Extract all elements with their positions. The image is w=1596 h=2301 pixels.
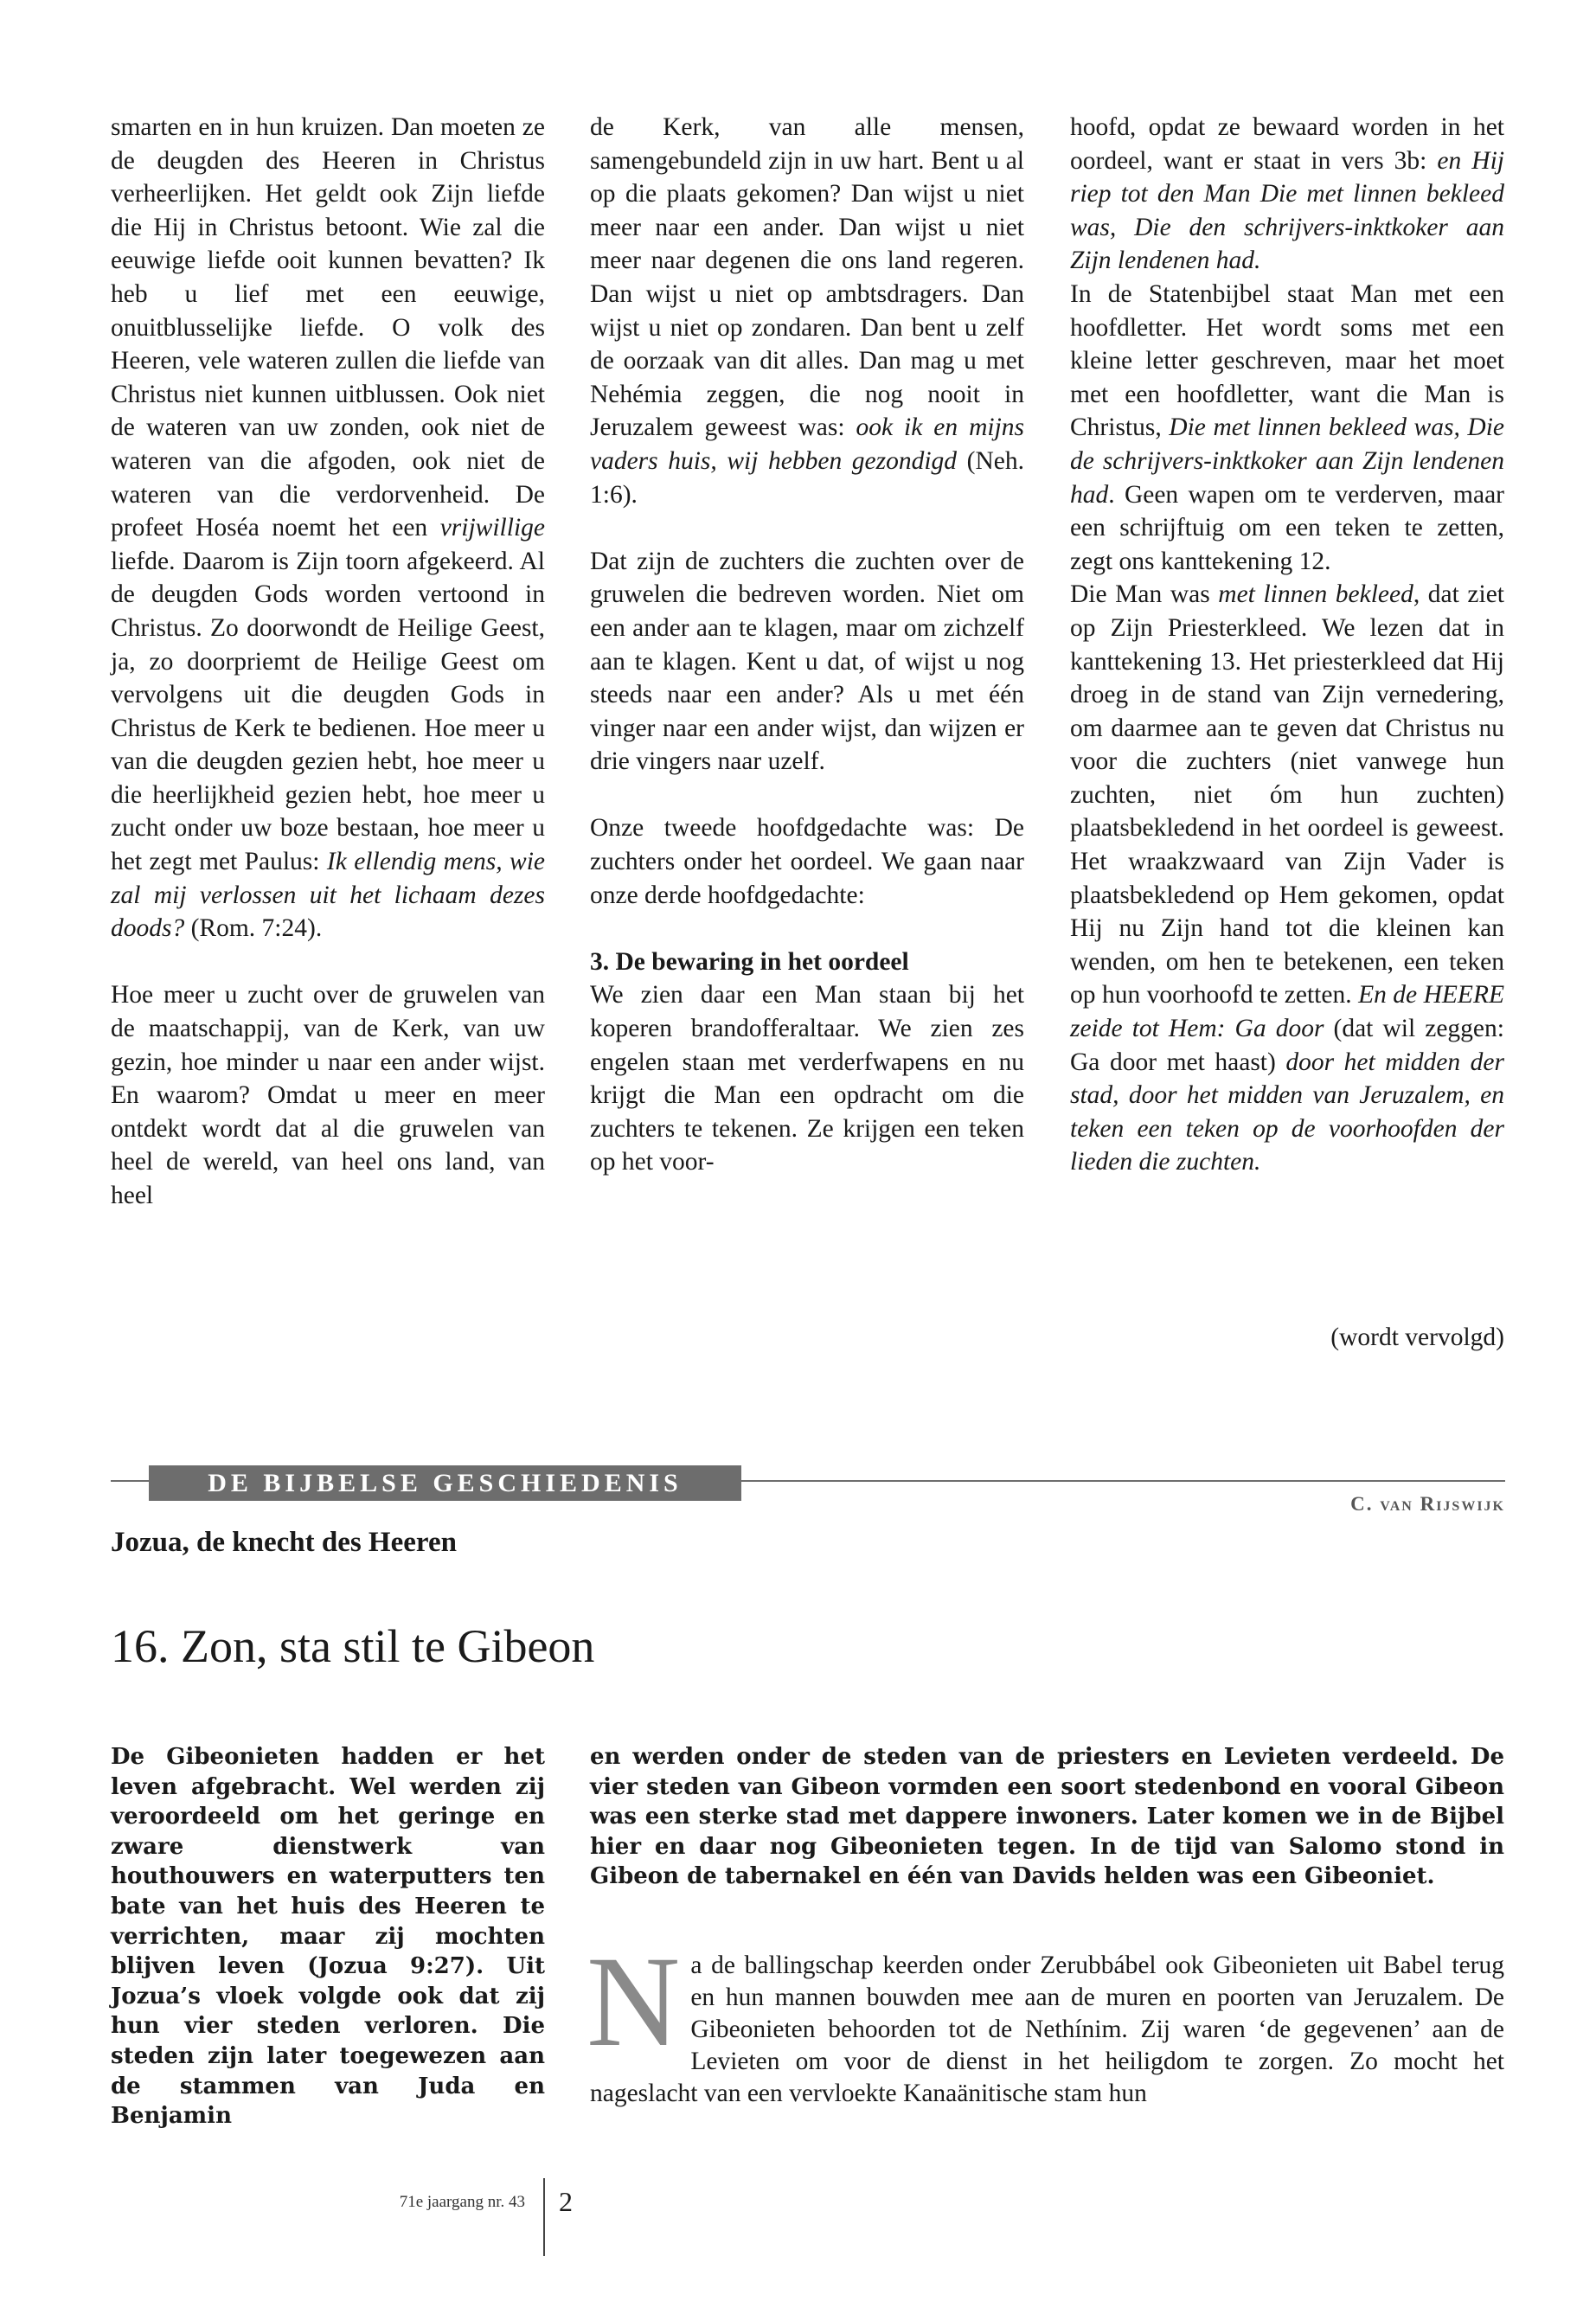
page-number: 2 [559, 2186, 573, 2217]
text-run: (Rom. 7:24). [184, 914, 323, 943]
continued-note: (wordt vervolgd) [1330, 1324, 1504, 1351]
text-run: de Kerk, van alle mensen, samengebundeld zijn in uw hart. Bent u al op die plaats gekomen? Dan wijst u niet meer naar een ander. Dan wijst u niet meer naar degenen die ons land regeren. Dan wijst u niet op ambtsdragers. Dan wijst u niet op zondaren. Dan bent u zelf de oorzaak van dit alles. Dan mag u met Nehémia zeggen, die nog nooit in Jeruzalem geweest was: [590, 113, 1024, 442]
paragraph-gap [111, 945, 545, 979]
italic-quote: ook ik en mijns vaders huis, wij hebben gezondigd [590, 413, 1024, 475]
paragraph-gap [590, 779, 1024, 812]
column-1 [111, 111, 545, 1213]
text-run: Onze tweede hoofdgedachte was: De zuchters onder het oordeel. We gaan naar onze derde hoofdgedachte: [590, 814, 1024, 909]
section-banner: DE BIJBELSE GESCHIEDENIS [149, 1465, 741, 1501]
lead-paragraph-left: De Gibeonieten hadden er het leven afgebracht. Wel werden zij veroordeeld om het geringe en zware dienstwerk van houthouwers en waterputters ten bate van het huis des Heeren te verrichten, maar zij mochten blijven leven (Jozua 9:27). Uit Jozua’s vloek volgde ook dat zij hun vier steden verloren. Die steden zijn later toegewezen aan de stammen van Juda en Benjamin [111, 1744, 545, 2130]
author-name: C. van Rijswijk [1350, 1493, 1505, 1515]
body-paragraph [586, 1930, 1504, 2110]
text-run: , dat ziet op Zijn Priesterkleed. We lezen dat in kanttekening 13. Het priesterkleed dat Hij droeg in de stand van Zijn vernedering, om daarmee aan te geven dat Christus nu voor die zuchters (niet vanwege hun zuchten, niet óm hun zuchten) plaatsbekledend in het oordeel is geweest. Het wraakzwaard van Zijn Vader is plaatsbekledend op Hem gekomen, opdat Hij nu Zijn hand tot die kleinen kan wenden, om hen te betekenen, een teken op hun voorhoofd te zetten. [1070, 580, 1504, 1009]
italic-quote: vrijwillige [439, 514, 545, 542]
column-2 [590, 111, 1024, 1179]
text-run: (Neh. 1:6). [590, 446, 1024, 509]
paragraph [590, 978, 1024, 1179]
paragraph [1070, 111, 1504, 278]
section-heading: 3. De bewaring in het oordeel [590, 947, 909, 976]
series-title: Jozua, de knecht des Heeren [111, 1527, 457, 1558]
text-run: liefde. Daarom is Zijn toorn afgekeerd. Al de deugden Gods worden vertoond in Christus. Zo doorwondt de Heilige Geest, ja, zo doorpriemt de Heilige Geest om vervolgens uit die deugden Gods in Christus de Kerk te bedienen. Hoe meer u van die deugden gezien hebt, hoe meer u die heerlijkheid gezien hebt, hoe meer u zucht onder uw boze bestaan, hoe meer u het zegt met Paulus: [111, 547, 545, 876]
text-run: We zien daar een Man staan bij het koperen brandofferaltaar. We zien zes engelen staan met verderfwapens en nu krijgt die Man een opdracht om die zuchters te tekenen. Ze krijgen een teken op het voor- [590, 981, 1024, 1176]
paragraph [111, 978, 545, 1212]
paragraph-gap [590, 511, 1024, 545]
paragraph [1070, 578, 1504, 1179]
lead-paragraph-right: en werden onder de steden van de priesters en Levieten verdeeld. De vier steden van Gibeon vormden een soort stedenbond en vooral Gibeon was een sterke stad met dappere inwoners. Later komen we in de Bijbel hier en daar nog Gibeonieten tegen. In de tijd van Salomo stond in Gibeon de tabernakel en één van Davids helden was een Gibeoniet. [590, 1744, 1504, 1890]
text-run: hoofd, opdat ze bewaard worden in het oordeel, want er staat in vers 3b: [1070, 113, 1504, 175]
text-run: (dat wil zeggen: Ga door met haast) [1070, 1015, 1504, 1076]
paragraph [1070, 278, 1504, 578]
text-run: Hoe meer u zucht over de gruwelen van de maatschappij, van de Kerk, van uw gezin, hoe minder u naar een ander wijst. En waarom? Omdat u meer en meer ontdekt wordt dat al die gruwelen van heel de wereld, van heel ons land, van heel [111, 981, 545, 1209]
italic-quote: en Hij riep tot den Man Die met linnen bekleed was, Die den schrijvers-inktkoker aan Zijn lendenen had. [1070, 146, 1504, 275]
paragraph-gap [590, 912, 1024, 945]
column-3 [1070, 111, 1504, 1179]
paragraph [590, 811, 1024, 912]
text-run: In de Statenbijbel staat Man met een hoofdletter. Het wordt soms met een kleine letter geschreven, maar het moet met een hoofdletter, want die Man is Christus, [1070, 279, 1504, 442]
continued-note-wrapper [1070, 1321, 1504, 1355]
body-text: a de ballingschap keerden onder Zerubbábel ook Gibeonieten uit Babel terug en hun mannen bouwden mee aan de muren en poorten van Jeruzalem. De Gibeonieten behoorden tot de Nethínim. Zij waren ‘de gegevenen’ aan de Levieten om voor de dienst in het heiligdom te zorgen. Zo mocht het nageslacht van een vervloekte Kanaänitische stam hun [590, 1952, 1504, 2107]
issue-info: 71e jaargang nr. 43 [399, 2193, 525, 2211]
text-run: . Geen wapen om te verderven, maar een schrijftuig om een teken te zetten, zegt ons kanttekening 12. [1070, 480, 1504, 575]
footer-divider [543, 2178, 545, 2256]
paragraph [590, 545, 1024, 779]
article-title: 16. Zon, sta stil te Gibeon [111, 1620, 595, 1672]
italic-quote: Die met linnen bekleed was, Die de schrijvers-inktkoker aan Zijn lendenen had [1070, 413, 1504, 509]
italic-quote: door het midden der stad, door het midden van Jeruzalem, en teken een teken op de voorhoofden der lieden die zuchten. [1070, 1048, 1505, 1176]
italic-quote: Ik ellendig mens, wie zal mij verlossen uit het lichaam dezes doods? [111, 848, 546, 943]
drop-cap: N [586, 1930, 681, 2073]
paragraph [590, 111, 1024, 511]
italic-quote: En de HEERE zeide tot Hem: Ga door [1070, 981, 1504, 1043]
text-run: Dat zijn de zuchters die zuchten over de gruwelen die bedreven worden. Niet om een ander aan te klagen, maar om zichzelf aan te klagen. Kent u dat, of wijst u nog steeds naar een ander? Als u met één vinger naar een ander wijst, dan wijzen er drie vingers naar uzelf. [590, 547, 1024, 776]
italic-quote: met linnen bekleed [1218, 580, 1413, 609]
text-run: Die Man was [1070, 580, 1219, 609]
text-run: smarten en in hun kruizen. Dan moeten ze de deugden des Heeren in Christus verheerlijken. Het geldt ook Zijn liefde die Hij in Christus betoont. Wie zal die eeuwige liefde ooit kunnen bevatten? Ik heb u lief met een eeuwige, onuitblusselijke liefde. O volk des Heeren, vele wateren zullen die liefde van Christus niet kunnen uitblussen. Ook niet de wateren van uw zonden, ook niet de wateren van die afgoden, ook niet de wateren van die verdorvenheid. De profeet Hoséa noemt het een [111, 113, 545, 542]
paragraph [111, 111, 545, 945]
